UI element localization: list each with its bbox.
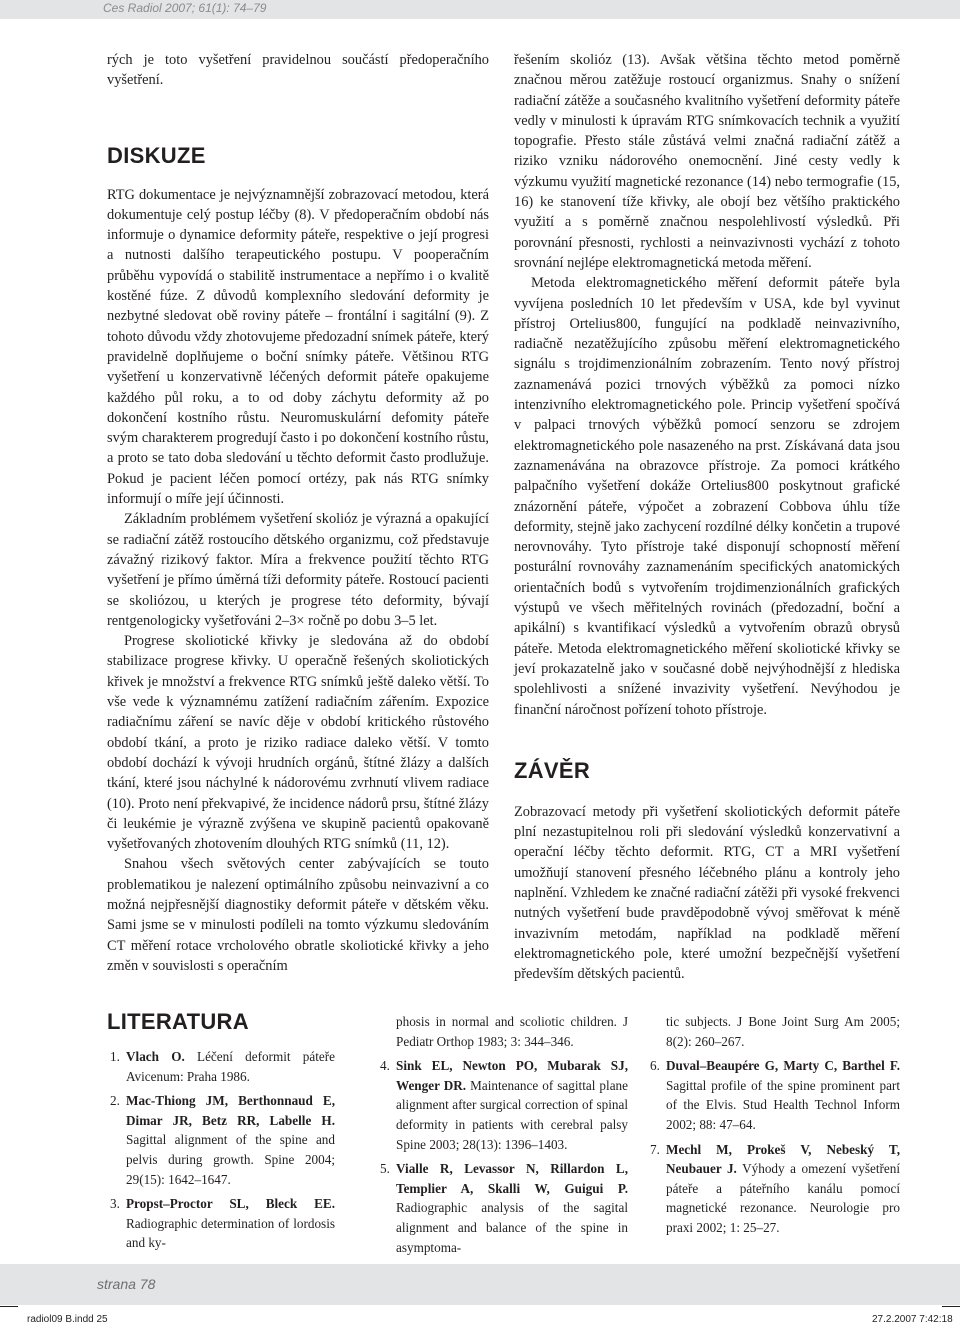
reference-continuation: phosis in normal and scoliotic children. J Pediatr Orthop 1983; 3: 344–346.: [396, 1014, 628, 1049]
reference-text: Sagittal alignment of the spine and pelvis during growth. Spine 2004; 29(15): 1642–1647.: [126, 1132, 335, 1187]
running-header-bar: [0, 0, 960, 19]
reference-text: Maintenance of sagittal plane alignment after surgical correction of spinal deformity in patients with cerebral palsy Spine 2003; 28(13): 1396–1403.: [396, 1077, 628, 1152]
reference-text: Radiographic analysis of the sagital alignment and balance of the spine in asymptoma-: [396, 1200, 628, 1255]
left-text-column: [107, 50, 489, 976]
reference-continuation: tic subjects. J Bone Joint Surg Am 2005; 8(2): 260–267.: [666, 1014, 900, 1049]
reference-number: 5.: [380, 1161, 390, 1177]
body-paragraph: řešením skolióz (13). Avšak většina těchto metod poměrně značnou měrou zatěžuje rostoucí organizmus. Snahy o snížení radiační zátěže a současného kvalitního vyšetření deformity páteře vedly v minulosti k úpravám RTG snímkovacích technik a využití topografie. Přesto stále zůstává velmi značná radiační zátěž a riziko vzniku nádorového onemocnění. Jiné cesty vedly k výzkumu využití magnetické rezonance (14) nebo termografie (15, 16) ke stanovení tíže křivky, ale obojí bez většího praktického využití a s poměrně značnou nespolehlivostí výsledků. Při porovnání přesnosti, rychlosti a neinvazivnosti vychází z tohoto srovnání nejlépe elektromagnetická metoda měření.: [514, 52, 900, 271]
body-paragraph: RTG dokumentace je nejvýznamnější zobrazovací metodou, která dokumentuje celý postup léčby (8). V předoperačním období nás informuje o dynamice deformity páteře, respektive o její progresi a nutnosti dalšího terapeutického postupu. V pooperačním průběhu vypovídá o stabilitě instrumentace a nepřímo i o kvalitě kostěné fúze. Z důvodů komplexního sledování deformity je nezbytné sledovat obě roviny páteře – frontální i sagitální (9). Z tohoto důvodu vždy zhotovujeme předozadní snímek páteře, který pravidelně doplňujeme o boční snímky páteře. Většinou RTG vyšetření u konzervativně léčených deformit páteře opakujeme každého půl roku, a to od doby záchytu deformity až po dokončení kostního růstu. Neuromuskulární defomity páteře svým charakterem progredují často i po dokončení kostního růstu, a proto se tato doba sledování u těchto deformit často prodlužuje. Pokud je pacient léčen pomocí ortézy, pak nás RTG snímky informují o míře její účinnosti.: [107, 186, 489, 508]
reference-text: Radiographic determination of lordosis and ky-: [126, 1215, 335, 1251]
reference-authors: Mac-Thiong JM, Berthonnaud E, Dimar JR, Betz RR, Labelle H.: [126, 1093, 335, 1128]
reference-number: 1.: [110, 1049, 120, 1064]
crop-mark: [942, 1306, 960, 1307]
journal-citation: Ces Radiol 2007; 61(1): 74–79: [103, 1, 267, 15]
references-column-2: [380, 1012, 628, 1262]
reference-authors: Vialle R, Levassor N, Rillardon L, Templier A, Skalli W, Guigui P.: [396, 1161, 628, 1196]
references-column-1: [110, 1047, 335, 1258]
body-paragraph: Metoda elektromagnetického měření deformit páteře byla vyvíjena posledních 10 let především v USA, kde byl vyvinut přístroj Ortelius800, fungující na podkladě neinvazivního, radiačně nezatěžujícího způsobu měření elektromagnetického signálu s trojdimenzionálním zobrazením. Tento nový přístroj zaznamenává pozici trnových výběžků za pomoci nízko intenzivního elektromagnetického pole. Princip vyšetření spočívá v palpaci trnových výběžků pomocí senzoru se zdrojem elektromagnetického pole nasazeného na prst. Získávaná data jsou zaznamenávána na obrazovce přístroje. Za pomoci krátkého palpačního vyšetření dokáže Ortelius800 poskytnout grafické znázornění páteře, výpočet a zobrazení Cobbova úhlu tíže deformity, stejně jako zachycení rozdílné délky končetin a trupové nerovnováhy. Tyto přístroje také disponují schopností měření posturální rovnováhy zaznamenáním specifických anatomických orientačních bodů s vytvořením trojdimenzionálních grafických výstupů ve všech měřitelných rovinách (předozadní, boční a apikální) s kvantifikací výsledků a vytvořením obrazů obrysů páteře. Metoda elektromagnetického měření skoliotické křivky se jeví prokazatelně jako v současné době nejvýhodnější z hlediska spolehlivosti a snížené invazivity vyšetření. Nevýhodou je finanční náročnost pořízení tohoto přístroje.: [514, 275, 900, 718]
reference-item: [110, 1047, 335, 1086]
reference-authors: Mechl M, Prokeš V, Nebeský T, Neubauer J.: [666, 1141, 900, 1177]
reference-number: 4.: [380, 1058, 390, 1074]
reference-number: 3.: [110, 1196, 120, 1212]
body-paragraph: Snahou všech světových center zabývajících se touto problematikou je nalezení optimálního způsobu neinvazivní a co možná nejpřesnější diagnostiky deformit páteře v dětském věku. Sami jsme se v minulosti podíleli na tomto výzkumu sledováním CT měření rotace vrcholového obratle skoliotické křivky a jeho změn v souvislosti s operačním: [107, 856, 489, 974]
reference-item: [380, 1056, 628, 1154]
reference-item: [110, 1091, 335, 1189]
reference-authors: Sink EL, Newton PO, Mubarak SJ, Wenger DR.: [396, 1058, 628, 1093]
reference-text: Sagittal profile of the spine prominent part of the Elvis. Stud Health Technol Inform 2002; 88: 47–64.: [666, 1077, 900, 1132]
reference-authors: Duval–Beaupére G, Marty C, Barthel F.: [666, 1058, 900, 1074]
body-paragraph: Progrese skoliotické křivky je sledována až do období stabilizace progrese křivky. U operačně řešených skoliotických křivek je množství a frekvence RTG snímků ještě daleko větší. To vše vede k významnému zatížení radiačním zářením. Expozice radiačnímu záření se navíc děje v období kritického růstového období tkání, a proto je riziko radiace daleko větší. V tomto období dochází k vývoji hrudních orgánů, štítné žlázy a dalších tkání, které jsou náchylné k nádorovému zvrhnutí vlivem radiace (10). Proto není překvapivé, že incidence nádorů prsu, štítné žlázy či leukémie je výrazně zvýšena ve skupině pacientů opakovaně vyšetřovaných zhotovením dlouhých RTG snímků (11, 12).: [107, 633, 489, 853]
right-text-column: [514, 50, 900, 984]
reference-number: 7.: [650, 1141, 660, 1157]
page-number: strana 78: [97, 1276, 156, 1292]
references-column-3: [650, 1012, 900, 1243]
print-slug-file: radiol09 B.indd 25: [27, 1314, 108, 1325]
reference-item: [380, 1159, 628, 1257]
reference-item: [650, 1056, 900, 1134]
literatura-heading: LITERATURA: [107, 1009, 249, 1034]
conclusion-paragraph: Zobrazovací metody při vyšetření skoliotických deformit páteře plní nezastupitelnou roli při sledování výsledků konzervativní a operační léčby těchto deformit. RTG, CT a MRI vyšetření umožňují stanovení přesného léčebného plánu a kontroly jeho naplnění. Vzhledem ke značné radiační zátěži při vysoké frekvenci nutných vyšetření bude pravděpodobně vývoj směřovat k méně invazivním metodám, například na podkladě měření elektromagnetického pole, které umožní bezpečnější vyšetření především dětských pacientů.: [514, 803, 900, 983]
intro-paragraph: rých je toto vyšetření pravidelnou součástí předoperačního vyšetření.: [107, 52, 489, 89]
reference-number: 2.: [110, 1093, 120, 1109]
diskuze-heading: DISKUZE: [107, 142, 206, 168]
print-slug-date: 27.2.2007 7:42:18: [872, 1314, 953, 1325]
reference-number: 6.: [650, 1058, 660, 1074]
reference-text: Léčení deformit páteře Avicenum: Praha 1986.: [126, 1049, 335, 1084]
reference-item: [650, 1140, 900, 1238]
reference-authors: Propst–Proctor SL, Bleck EE.: [126, 1196, 335, 1212]
reference-text: Výhody a omezení vyšetření páteře a páteřního kanálu pomocí magnetické rezonance. Neurologie pro praxi 2002; 1: 25–27.: [666, 1161, 900, 1235]
zaver-heading: ZÁVĚR: [514, 757, 591, 783]
page-footer-bar: [0, 1264, 960, 1305]
reference-item: [110, 1194, 335, 1253]
body-paragraph: Základním problémem vyšetření skolióz je výrazná a opakující se radiační zátěž rostoucího dětského organizmu, což představuje závažný rizikový faktor. Míra a frekvence použití těchto RTG vyšetření je přímo úměrná tíži deformity páteře. Rostoucí pacienti se skoliózou, u kterých je progrese této deformity, bývají rentgenologicky vyšetřováni 2–3× ročně po dobu 3–5 let.: [107, 511, 489, 629]
reference-authors: Vlach O.: [126, 1049, 185, 1064]
crop-mark: [0, 1306, 18, 1307]
